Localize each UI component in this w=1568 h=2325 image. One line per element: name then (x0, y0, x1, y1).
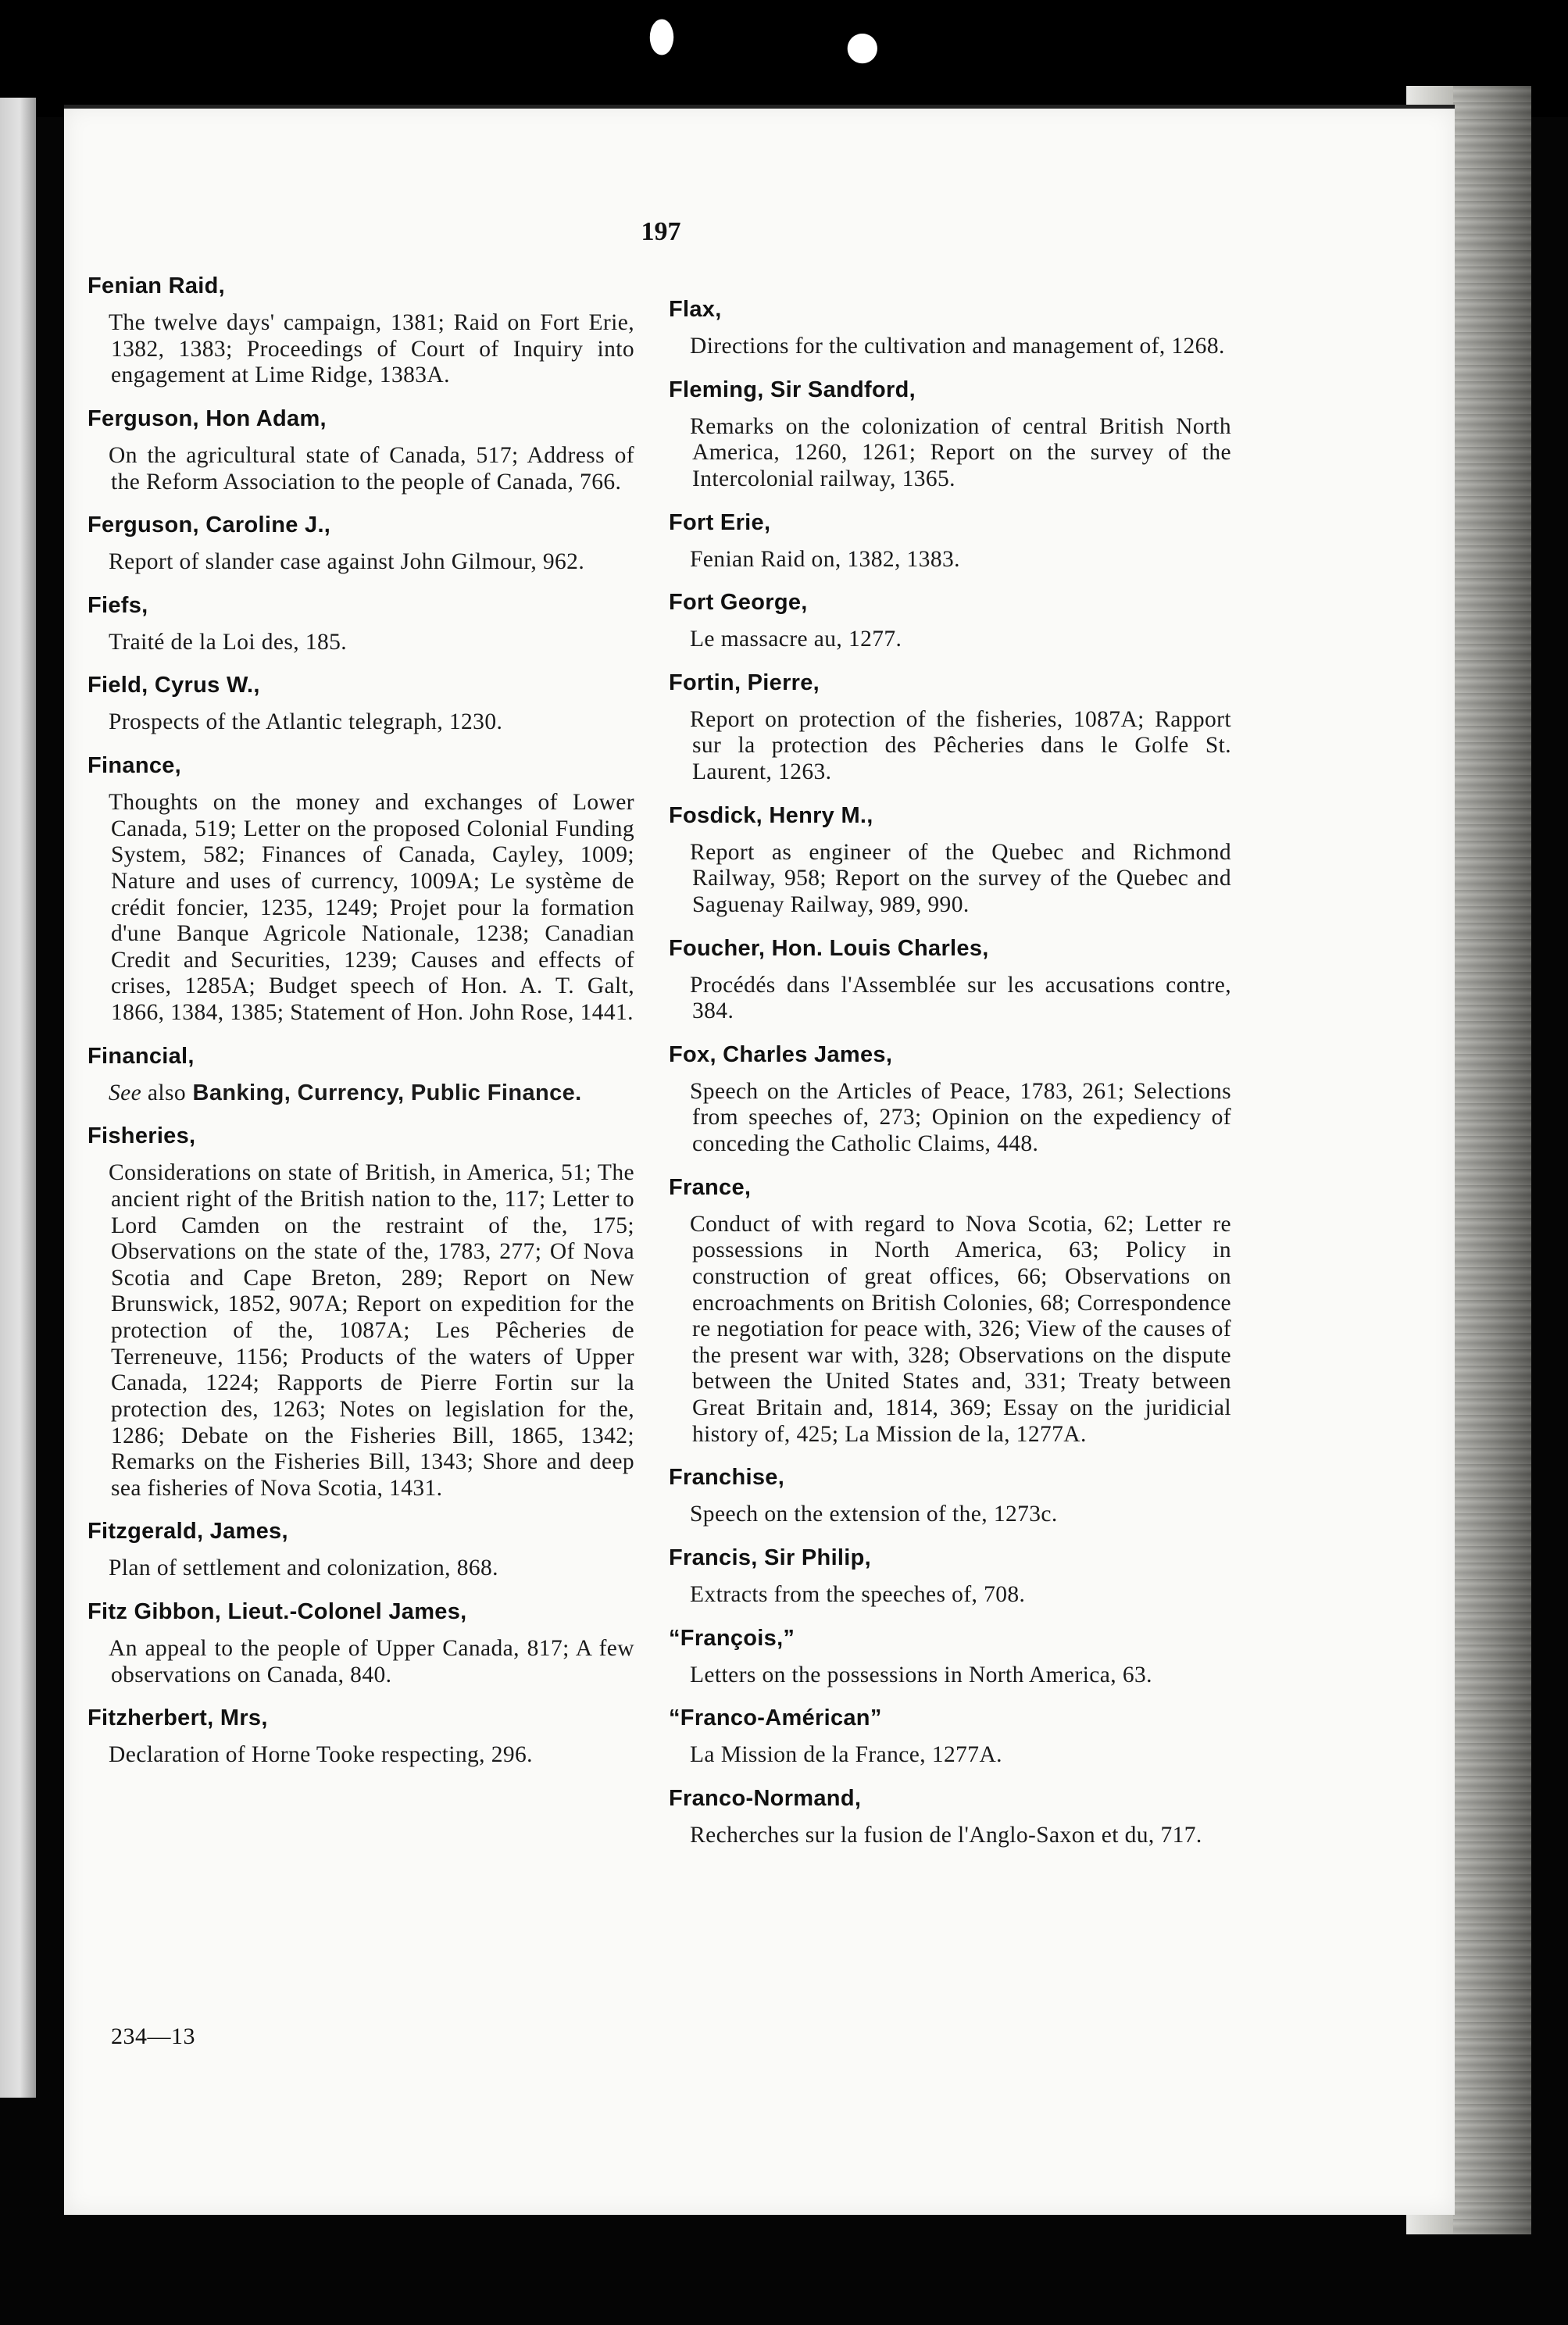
entry-text: Traité de la Loi des, 185. (109, 629, 348, 655)
entry-heading: Franco-Normand, (669, 1785, 862, 1811)
index-entry (669, 670, 1231, 786)
index-entry (669, 1175, 1231, 1448)
index-entry (669, 1042, 1231, 1158)
entry-text (88, 1080, 634, 1107)
printer-signature: 234—13 (111, 2023, 195, 2049)
entry-heading: Ferguson, Hon Adam, (88, 405, 327, 431)
index-entry (88, 273, 634, 389)
entry-heading: Francis, Sir Philip, (669, 1545, 872, 1570)
entry-text: Conduct of with regard to Nova Scotia, 62; Letter re possessions in North America, 63; Policy in construction of great offices, 66; Observations on encroachments on British Colonies, 68; Correspondence re negotiation for peace with, 326; View of the causes of the present war with, 328; Observations on the dispute between the United States and, 331; Treaty between Great Britain and, 1814, 369; Essay on the juridicial history of, 425; La Mission de la, 1277A. (690, 1211, 1231, 1447)
entry-text: Declaration of Horne Tooke respecting, 296. (109, 1742, 533, 1768)
index-entry (88, 753, 634, 1027)
index-entry (88, 1123, 634, 1502)
entry-heading: Fisheries, (88, 1123, 196, 1149)
see-also-marker: See (109, 1080, 142, 1105)
entry-heading: Fox, Charles James, (669, 1041, 893, 1067)
entry-heading: Flax, (669, 297, 722, 322)
page-number: 197 (641, 217, 681, 246)
index-entry (88, 406, 634, 495)
entry-heading: Fitzherbert, Mrs, (88, 1705, 268, 1731)
entry-text: Speech on the Articles of Peace, 1783, 261; Selections from speeches of, 273; Opinion on the expediency of conceding the Catholic Claims, 448. (690, 1078, 1231, 1156)
entry-heading: Fleming, Sir Sandford, (669, 377, 916, 402)
entry-text: Report of slander case against John Gilmour, 962. (109, 549, 585, 575)
cross-reference: Banking, Currency, Public Finance. (186, 1080, 582, 1105)
entry-heading: Franchise, (669, 1465, 785, 1491)
entry-text: An appeal to the people of Upper Canada, 817; A few observations on Canada, 840. (109, 1636, 634, 1688)
entry-text: Considerations on state of British, in America, 51; The ancient right of the British nation to the, 117; Letter to Lord Camden on the restraint of the, 175; Observations on the state of the, 1783, 277; Of Nova Scotia and Cape Breton, 289; Report on New Brunswick, 1852, 907A; Report on expedition for the protection of the, 1087A; Les Pêcheries de Terreneuve, 1156; Products of the waters of Upper Canada, 1224; Rapports de Pierre Fortin sur la protection des, 1263; Notes on legislation for the, 1286; Debate on the Fisheries Bill, 1865, 1342; Remarks on the Fisheries Bill, 1343; Shore and deep sea fisheries of Nova Scotia, 1431. (109, 1160, 634, 1501)
index-entry (669, 297, 1231, 360)
entry-heading: Financial, (88, 1043, 195, 1069)
entry-heading: France, (669, 1174, 752, 1200)
index-entry (88, 1519, 634, 1582)
index-entry (88, 1705, 634, 1769)
entry-heading: Fortin, Pierre, (669, 670, 820, 695)
index-entry (669, 1626, 1231, 1689)
entry-heading: Fitzgerald, James, (88, 1519, 288, 1545)
index-entry (669, 1705, 1231, 1769)
index-entry (88, 673, 634, 736)
entry-heading: “Franco-Américan” (669, 1705, 882, 1731)
entry-text: On the agricultural state of Canada, 517; Address of the Reform Association to the people of Canada, 766. (109, 442, 634, 495)
entry-text: La Mission de la France, 1277A. (690, 1742, 1002, 1768)
index-entry (88, 1599, 634, 1688)
index-entry (88, 593, 634, 656)
entry-text: Recherches sur la fusion de l'Anglo-Saxon et du, 717. (690, 1822, 1202, 1848)
entry-text: Thoughts on the money and exchanges of Lower Canada, 519; Letter on the proposed Colonial Funding System, 582; Finances of Canada, Cayley, 1009; Nature and uses of currency, 1009A; Le système de crédit foncier, 1235, 1249; Projet pour la formation d'une Banque Agricole Nationale, 1238; Canadian Credit and Securities, 1239; Causes and effects of crises, 1285A; Budget speech of Hon. A. T. Galt, 1866, 1384, 1385; Statement of Hon. John Rose, 1441. (109, 790, 634, 1025)
entry-text: Plan of settlement and colonization, 868. (109, 1555, 498, 1581)
entry-heading: Finance, (88, 753, 182, 778)
entry-text: Remarks on the colonization of central British North America, 1260, 1261; Report on the survey of the Intercolonial railway, 1365. (690, 413, 1231, 491)
entry-text: Directions for the cultivation and management of, 1268. (690, 334, 1225, 359)
entry-heading: Fosdick, Henry M., (669, 802, 873, 828)
entry-text: Letters on the possessions in North America, 63. (690, 1662, 1152, 1688)
entry-text: Extracts from the speeches of, 708. (690, 1581, 1026, 1607)
scan-frame-top (0, 0, 1568, 117)
scan-mark-left: ⬮ (648, 12, 675, 61)
index-entry (669, 510, 1231, 573)
entry-heading: Fenian Raid, (88, 273, 226, 298)
index-entry (669, 377, 1231, 493)
entry-text: Le massacre au, 1277. (690, 627, 902, 652)
index-entry (669, 1465, 1231, 1528)
entry-text: Speech on the extension of the, 1273c. (690, 1502, 1058, 1527)
entry-text: Fenian Raid on, 1382, 1383. (690, 546, 960, 572)
scan-mark-right: ● (845, 23, 880, 68)
entry-heading: Ferguson, Caroline J., (88, 512, 331, 538)
index-entry (88, 512, 634, 576)
index-entry (669, 590, 1231, 653)
entry-text: The twelve days' campaign, 1381; Raid on Fort Erie, 1382, 1383; Proceedings of Court of Inquiry into engagement at Lime Ridge, 1383A. (109, 310, 634, 388)
see-also-text: also (141, 1080, 187, 1105)
entry-text: Report on protection of the fisheries, 1087A; Rapport sur la protection des Pêcheries dans le Golfe St. Laurent, 1263. (690, 706, 1231, 784)
index-column-right (669, 297, 1231, 1866)
index-entry (88, 1044, 634, 1107)
entry-heading: Fort George, (669, 590, 808, 616)
entry-heading: Fiefs, (88, 592, 148, 618)
entry-heading: Fitz Gibbon, Lieut.-Colonel James, (88, 1599, 467, 1624)
index-entry (669, 936, 1231, 1025)
page-top-border (64, 105, 1455, 109)
entry-heading: Field, Cyrus W., (88, 673, 260, 698)
index-column-left (88, 273, 634, 1786)
entry-heading: Fort Erie, (669, 509, 771, 535)
entry-text: Procédés dans l'Assemblée sur les accusations contre, 384. (690, 972, 1231, 1024)
entry-text: Report as engineer of the Quebec and Richmond Railway, 958; Report on the survey of the Quebec and Saguenay Railway, 989, 990. (690, 839, 1231, 917)
entry-text: Prospects of the Atlantic telegraph, 1230. (109, 709, 503, 735)
index-entry (669, 803, 1231, 919)
index-entry (669, 1786, 1231, 1849)
entry-heading: “François,” (669, 1625, 795, 1651)
index-entry (669, 1545, 1231, 1609)
entry-heading: Foucher, Hon. Louis Charles, (669, 935, 989, 961)
facing-page-edge (0, 98, 36, 2098)
